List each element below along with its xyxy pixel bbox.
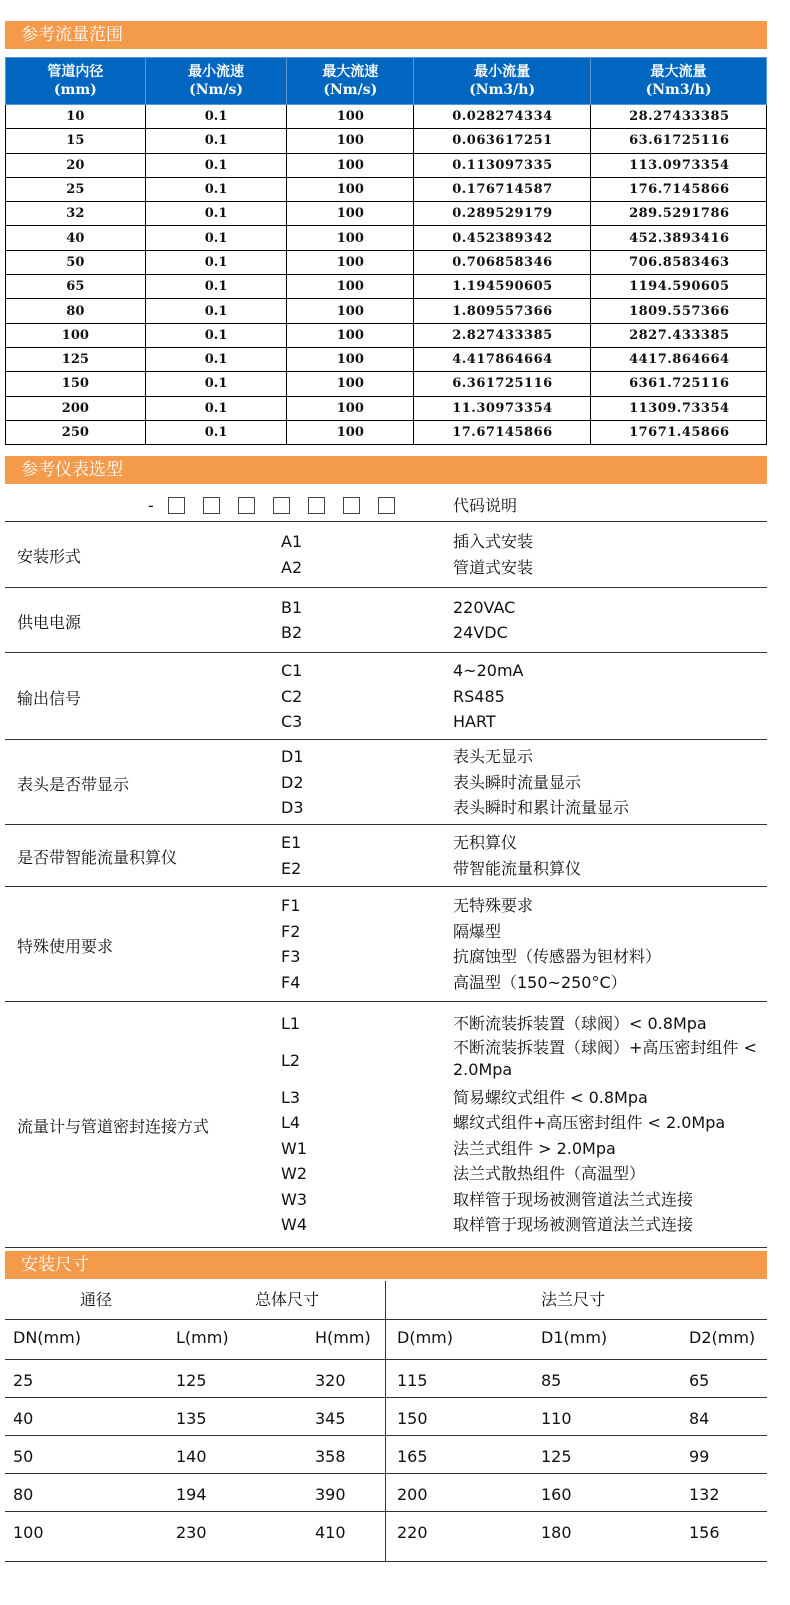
option-row: [5, 894, 767, 920]
row-divider: [5, 1511, 767, 1512]
selection-group: [5, 521, 767, 588]
table-cell: 125: [541, 1447, 572, 1466]
flow-header-unit: (Nm3/h): [645, 82, 712, 98]
table-cell: 100: [287, 299, 414, 323]
table-cell: 100: [6, 323, 146, 347]
option-code: F1: [281, 896, 301, 916]
table-cell: 200: [397, 1485, 428, 1504]
flow-header-unit: (Nm/s): [189, 82, 243, 98]
flow-header-cell: [591, 58, 767, 105]
table-cell: 25: [13, 1371, 34, 1390]
selection-group: [5, 824, 767, 887]
table-cell: 0.1: [145, 202, 287, 226]
table-row: [6, 420, 767, 444]
table-cell: 100: [287, 372, 414, 396]
group-name: 安装形式: [17, 547, 82, 566]
table-cell: 358: [315, 1447, 346, 1466]
row-divider: [5, 1397, 767, 1398]
code-box: [168, 497, 185, 514]
option-row: [5, 770, 767, 796]
table-cell: 100: [287, 396, 414, 420]
option-row: [5, 945, 767, 971]
table-cell: 25: [6, 177, 146, 201]
table-cell: 140: [176, 1447, 207, 1466]
table-cell: 452.3893416: [591, 226, 767, 250]
group-name: 供电电源: [17, 612, 82, 632]
row-divider: [5, 1359, 767, 1360]
section-title-dimensions: 安装尺寸: [5, 1251, 767, 1279]
option-description: 无积算仪: [453, 833, 518, 853]
group-name: 流量计与管道密封连接方式: [17, 1116, 210, 1136]
table-row: [6, 396, 767, 420]
table-cell: 0.1: [145, 299, 287, 323]
table-cell: 1809.557366: [591, 299, 767, 323]
row-divider: [5, 1435, 767, 1436]
table-cell: 80: [6, 299, 146, 323]
table-row: [6, 105, 767, 129]
table-cell: 390: [315, 1485, 346, 1504]
table-cell: 0.452389342: [414, 226, 591, 250]
flow-header-label: 最大流量: [650, 64, 707, 80]
table-cell: 0.1: [145, 347, 287, 371]
table-cell: 125: [6, 347, 146, 371]
table-cell: 0.1: [145, 226, 287, 250]
table-cell: 2827.433385: [591, 323, 767, 347]
table-cell: 84: [689, 1409, 710, 1428]
flow-range-table: [5, 57, 767, 445]
table-cell: 165: [397, 1447, 428, 1466]
flow-header-cell: [287, 58, 414, 105]
table-cell: 17671.45866: [591, 420, 767, 444]
flow-header-cell: [145, 58, 287, 105]
table-cell: 11309.73354: [591, 396, 767, 420]
group-name: 输出信号: [17, 688, 82, 708]
table-cell: 0.1: [145, 105, 287, 129]
table-cell: 180: [541, 1523, 572, 1542]
option-row: [5, 684, 767, 710]
table-cell: 176.7145866: [591, 177, 767, 201]
table-cell: 100: [287, 420, 414, 444]
column-divider: [385, 1281, 386, 1562]
option-description: 不断流装拆装置（球阀）< 0.8Mpa: [453, 1014, 707, 1033]
table-cell: 40: [6, 226, 146, 250]
table-cell: 4.417864664: [414, 347, 591, 371]
table-cell: 250: [6, 420, 146, 444]
table-cell: 100: [287, 153, 414, 177]
code-prefix: -: [148, 496, 154, 515]
option-description: 24VDC: [453, 623, 508, 643]
code-boxes: [148, 496, 413, 515]
table-cell: 63.61725116: [591, 129, 767, 153]
table-cell: 345: [315, 1409, 346, 1428]
option-row: [5, 795, 767, 821]
flow-header-label: 管道内径: [47, 64, 104, 80]
table-cell: 0.1: [145, 323, 287, 347]
table-cell: 150: [397, 1409, 428, 1428]
option-code: C2: [281, 686, 303, 706]
code-box: [343, 497, 360, 514]
table-cell: 0.063617251: [414, 129, 591, 153]
table-cell: 11.30973354: [414, 396, 591, 420]
table-cell: 15: [6, 129, 146, 153]
table-cell: 17.67145866: [414, 420, 591, 444]
selection-group: [5, 1001, 767, 1248]
option-description: 简易螺纹式组件 < 0.8Mpa: [453, 1087, 648, 1107]
table-cell: 28.27433385: [591, 105, 767, 129]
option-description: 管道式安装: [453, 557, 534, 577]
column-header: D1(mm): [541, 1328, 608, 1347]
code-format-row: [0, 487, 790, 521]
option-row: [5, 595, 767, 621]
option-code: D3: [281, 798, 304, 817]
option-code: W3: [281, 1189, 307, 1209]
table-cell: 6361.725116: [591, 372, 767, 396]
option-row: [5, 970, 767, 996]
column-header: H(mm): [315, 1328, 371, 1347]
code-description-header: 代码说明: [453, 496, 518, 515]
option-row: [5, 621, 767, 647]
option-code: W2: [281, 1164, 307, 1183]
option-code: L1: [281, 1014, 301, 1033]
table-cell: 0.028274334: [414, 105, 591, 129]
table-cell: 99: [689, 1447, 710, 1466]
option-code: C3: [281, 712, 303, 731]
header-flange-size: 法兰尺寸: [541, 1290, 606, 1309]
selection-group: [5, 652, 767, 740]
option-description: 高温型（150~250°C）: [453, 972, 627, 992]
table-row: [6, 202, 767, 226]
table-cell: 100: [287, 105, 414, 129]
table-cell: 156: [689, 1523, 720, 1542]
selection-group: [5, 886, 767, 1002]
table-cell: 0.1: [145, 420, 287, 444]
group-name: 是否带智能流量积算仪: [17, 848, 178, 867]
option-row: [5, 1037, 767, 1085]
column-header: L(mm): [176, 1328, 229, 1347]
table-cell: 289.5291786: [591, 202, 767, 226]
table-row: [6, 177, 767, 201]
table-cell: 40: [13, 1409, 34, 1428]
table-cell: 0.1: [145, 153, 287, 177]
option-code: F4: [281, 972, 301, 992]
table-row: [6, 153, 767, 177]
table-cell: 0.1: [145, 372, 287, 396]
table-cell: 135: [176, 1409, 207, 1428]
option-code: W4: [281, 1215, 307, 1234]
option-description: 220VAC: [453, 597, 516, 617]
option-description: 隔爆型: [453, 921, 502, 941]
column-header: D(mm): [397, 1328, 453, 1347]
header-bore: 通径: [80, 1290, 113, 1309]
option-description: 表头瞬时流量显示: [453, 772, 582, 792]
table-cell: 320: [315, 1371, 346, 1390]
table-cell: 100: [287, 323, 414, 347]
option-row: [5, 530, 767, 556]
row-divider: [5, 1319, 767, 1320]
option-code: E2: [281, 858, 302, 878]
flow-header-label: 最大流速: [322, 64, 379, 80]
table-cell: 410: [315, 1523, 346, 1542]
table-cell: 110: [541, 1409, 572, 1428]
table-cell: 160: [541, 1485, 572, 1504]
option-row: [5, 1212, 767, 1238]
option-code: L3: [281, 1087, 301, 1107]
code-box: [308, 497, 325, 514]
section-title-selection: 参考仪表选型: [5, 456, 767, 484]
selection-group: [5, 587, 767, 653]
flow-header-unit: (Nm3/h): [469, 82, 536, 98]
code-box: [378, 497, 395, 514]
table-cell: 0.1: [145, 129, 287, 153]
flow-header-cell: [6, 58, 146, 105]
table-cell: 200: [6, 396, 146, 420]
option-description: 表头瞬时和累计流量显示: [453, 798, 630, 817]
option-code: A2: [281, 557, 303, 577]
option-code: E1: [281, 833, 302, 853]
table-cell: 65: [689, 1371, 710, 1390]
option-description: 带智能流量积算仪: [453, 858, 582, 878]
option-code: W1: [281, 1138, 307, 1158]
option-row: [5, 1110, 767, 1136]
table-cell: 100: [287, 129, 414, 153]
option-row: [5, 709, 767, 735]
column-header: DN(mm): [13, 1328, 81, 1347]
table-cell: 113.0973354: [591, 153, 767, 177]
table-cell: 0.1: [145, 177, 287, 201]
flow-header-label: 最小流速: [188, 64, 245, 80]
table-cell: 0.289529179: [414, 202, 591, 226]
option-description: 螺纹式组件+高压密封组件 < 2.0Mpa: [453, 1113, 726, 1132]
option-code: B2: [281, 623, 303, 643]
table-cell: 100: [287, 347, 414, 371]
table-cell: 132: [689, 1485, 720, 1504]
group-name: 表头是否带显示: [17, 774, 130, 794]
table-cell: 0.1: [145, 250, 287, 274]
option-row: [5, 658, 767, 684]
dimensions-table: [5, 1281, 767, 1562]
table-cell: 80: [13, 1485, 34, 1504]
option-description: 取样管于现场被测管道法兰式连接: [453, 1215, 694, 1234]
row-divider: [5, 1561, 767, 1562]
table-cell: 4417.864664: [591, 347, 767, 371]
option-row: [5, 1161, 767, 1187]
table-cell: 100: [287, 202, 414, 226]
table-cell: 32: [6, 202, 146, 226]
table-cell: 1.194590605: [414, 275, 591, 299]
flow-header-unit: (mm): [53, 82, 97, 98]
table-cell: 85: [541, 1371, 562, 1390]
header-overall-size: 总体尺寸: [255, 1290, 320, 1309]
table-row: [6, 323, 767, 347]
table-cell: 100: [287, 226, 414, 250]
option-description: 不断流装拆装置（球阀）+高压密封组件 < 2.0Mpa: [453, 1037, 757, 1079]
table-cell: 100: [287, 275, 414, 299]
option-description: 抗腐蚀型（传感器为钽材料）: [453, 947, 662, 967]
option-row: [5, 1011, 767, 1037]
table-row: [6, 275, 767, 299]
table-cell: 100: [13, 1523, 44, 1542]
table-row: [6, 226, 767, 250]
table-row: [6, 372, 767, 396]
table-cell: 0.113097335: [414, 153, 591, 177]
selection-group: [5, 739, 767, 825]
table-cell: 125: [176, 1371, 207, 1390]
table-cell: 50: [6, 250, 146, 274]
option-row: [5, 555, 767, 581]
table-row: [6, 250, 767, 274]
table-cell: 100: [287, 250, 414, 274]
table-cell: 10: [6, 105, 146, 129]
table-cell: 65: [6, 275, 146, 299]
option-code: B1: [281, 597, 303, 617]
table-cell: 0.176714587: [414, 177, 591, 201]
table-cell: 706.8583463: [591, 250, 767, 274]
code-box: [203, 497, 220, 514]
table-cell: 0.1: [145, 396, 287, 420]
table-cell: 20: [6, 153, 146, 177]
table-row: [6, 347, 767, 371]
code-box: [238, 497, 255, 514]
table-row: [6, 299, 767, 323]
row-divider: [5, 1473, 767, 1474]
option-code: C1: [281, 661, 303, 680]
option-description: RS485: [453, 686, 505, 706]
option-code: D1: [281, 747, 304, 766]
option-row: [5, 744, 767, 770]
table-row: [6, 129, 767, 153]
table-cell: 100: [287, 177, 414, 201]
option-row: [5, 1085, 767, 1111]
column-header: D2(mm): [689, 1328, 756, 1347]
option-description: 法兰式组件 > 2.0Mpa: [453, 1138, 616, 1158]
code-box: [273, 497, 290, 514]
table-cell: 0.1: [145, 275, 287, 299]
group-name: 特殊使用要求: [17, 936, 114, 956]
section-title-flow-range: 参考流量范围: [5, 21, 767, 49]
table-cell: 6.361725116: [414, 372, 591, 396]
option-description: 表头无显示: [453, 747, 534, 766]
table-cell: 1194.590605: [591, 275, 767, 299]
option-description: 4~20mA: [453, 661, 524, 680]
table-cell: 194: [176, 1485, 207, 1504]
option-row: [5, 919, 767, 945]
table-cell: 230: [176, 1523, 207, 1542]
option-description: 取样管于现场被测管道法兰式连接: [453, 1189, 694, 1209]
option-description: 插入式安装: [453, 532, 534, 552]
option-code: F3: [281, 947, 301, 967]
table-cell: 2.827433385: [414, 323, 591, 347]
flow-header-cell: [414, 58, 591, 105]
flow-header-label: 最小流量: [474, 64, 531, 80]
option-code: L2: [281, 1050, 301, 1070]
table-cell: 1.809557366: [414, 299, 591, 323]
table-cell: 50: [13, 1447, 34, 1466]
table-cell: 115: [397, 1371, 428, 1390]
option-code: D2: [281, 772, 304, 792]
option-row: [5, 1187, 767, 1213]
option-description: 无特殊要求: [453, 896, 534, 916]
option-description: HART: [453, 712, 496, 731]
table-cell: 0.706858346: [414, 250, 591, 274]
flow-table-header-row: [6, 58, 767, 105]
option-description: 法兰式散热组件（高温型）: [453, 1164, 646, 1183]
flow-header-unit: (Nm/s): [323, 82, 378, 98]
option-row: [5, 831, 767, 857]
option-code: A1: [281, 532, 303, 552]
option-code: L4: [281, 1113, 301, 1132]
table-cell: 150: [6, 372, 146, 396]
option-code: F2: [281, 921, 301, 941]
option-row: [5, 1136, 767, 1162]
option-row: [5, 856, 767, 882]
table-cell: 220: [397, 1523, 428, 1542]
